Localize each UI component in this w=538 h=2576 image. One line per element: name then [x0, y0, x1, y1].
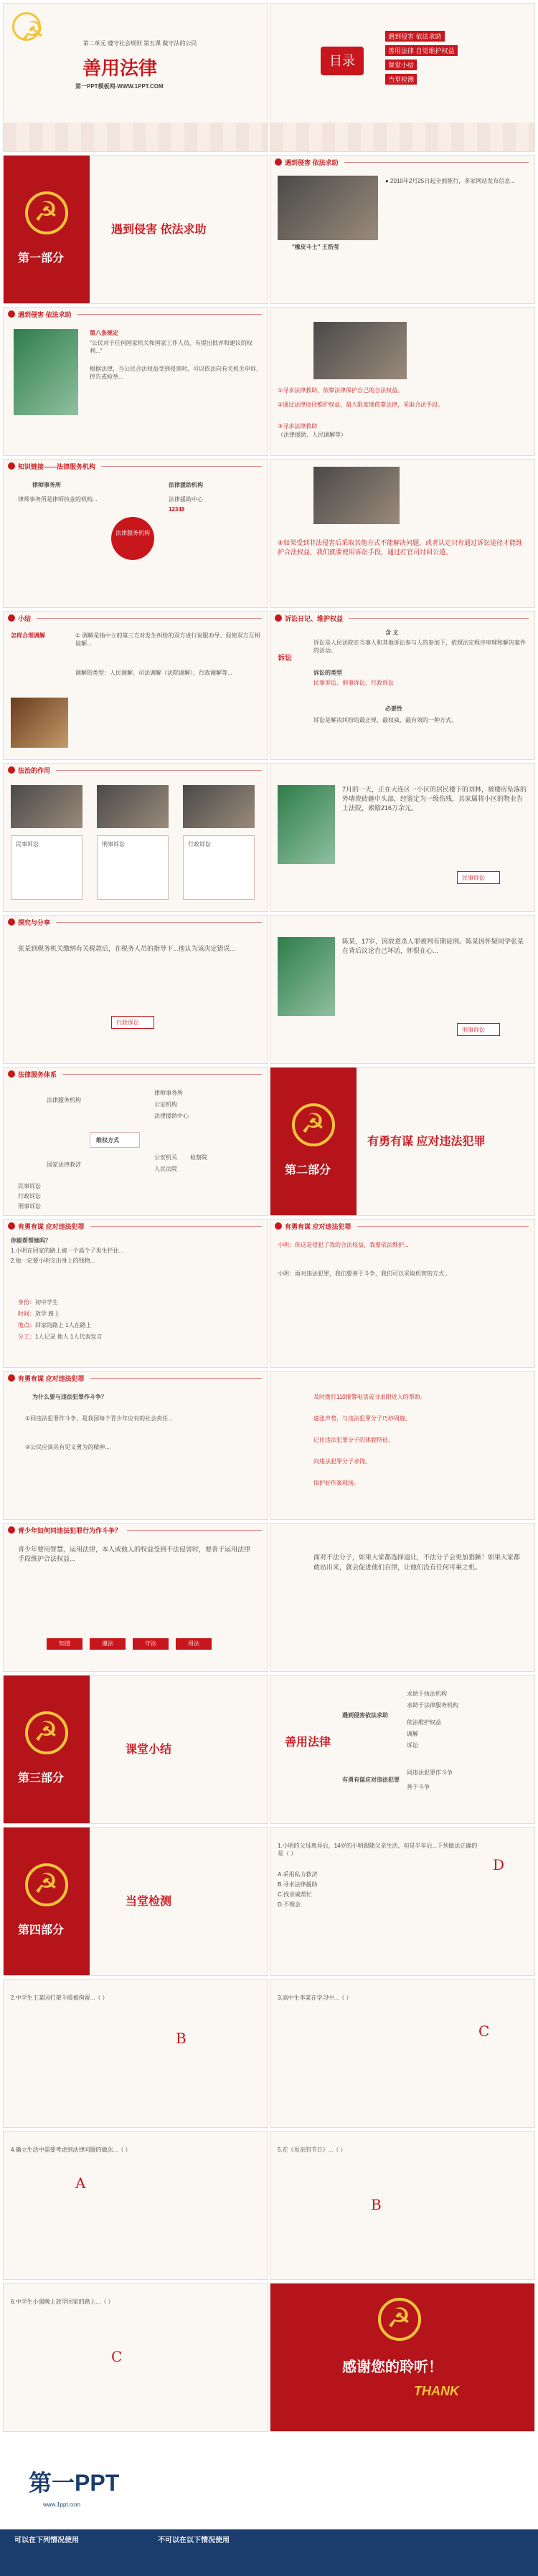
slide-header: 有勇有谋 应对违法犯罪	[270, 1220, 534, 1232]
slide-service-map[interactable]	[3, 1067, 268, 1216]
slide-summary[interactable]	[270, 1675, 535, 1824]
question-1: ①寻求法律救助，依靠法律保护自己的合法权益。	[278, 387, 404, 394]
cover-title: 善用法律	[82, 57, 158, 79]
toc-item-4[interactable]: 当堂检测	[385, 74, 417, 85]
tip-5: 保护好作案现场。	[313, 1480, 359, 1486]
chip: 用法	[176, 1638, 212, 1650]
slide-header: 小结	[4, 612, 268, 624]
test-answer: B	[176, 2030, 187, 2047]
slide-case-civil[interactable]	[270, 763, 535, 912]
guide-text: 青少年要用智慧，运用法律，本人或他人的权益受到不法侵害时，要善于运用法律手段维护合法权益...	[18, 1546, 251, 1562]
test-answer: D	[493, 1856, 505, 1873]
slide-test-5[interactable]	[270, 2131, 535, 2280]
map-node: 民事诉讼	[18, 1183, 41, 1189]
tip-4: 向违法犯罪分子求饶。	[313, 1458, 371, 1465]
slide-cover[interactable]	[3, 3, 268, 152]
law-label: 第八条规定	[90, 330, 118, 336]
slide-guide[interactable]	[3, 1523, 268, 1672]
type-title: 诉讼的类型	[313, 670, 342, 676]
org-left-label: 律师事务所	[32, 482, 61, 488]
test-q6: 6.中学生小强晚上放学回家的路上...（ ）	[11, 2299, 114, 2305]
book-image	[11, 698, 68, 748]
slide-questions[interactable]	[270, 307, 535, 456]
party-emblem-icon	[12, 12, 41, 41]
law-text-2: 根据法律，当公民合法权益受到侵害时，可以依法向有关机关申诉、控告或检举...	[90, 366, 262, 380]
case-tag: 行政诉讼	[111, 1016, 154, 1029]
mediation-text-2: 调解的类型：人民调解、司法调解（法院调解）、行政调解等...	[75, 670, 232, 676]
slide-mediation[interactable]	[3, 611, 268, 760]
slide-video[interactable]	[270, 155, 535, 304]
slide-lawsuit[interactable]	[270, 611, 535, 760]
map-node: 公安机关	[154, 1154, 177, 1161]
toc-item-2[interactable]: 善用法律 自觉维护权益	[385, 45, 458, 56]
test-q1-opt[interactable]: C.找亲戚帮忙	[278, 1891, 312, 1898]
why-question: 为什么要与违法犯罪作斗争？	[32, 1394, 107, 1400]
case-tag-2: 刑事诉讼	[457, 1023, 500, 1036]
thanks-title: 感谢您的聆听！	[342, 2359, 443, 2375]
part-label: 第二部分	[285, 1164, 331, 1177]
slide-header: 法律服务体系	[4, 1068, 268, 1080]
slide-header: 探究与分享	[4, 916, 268, 928]
question-3: ③寻求法律救助	[278, 423, 318, 429]
map-node: 刑事诉讼	[18, 1203, 41, 1209]
video-caption: "橡皮斗士" 王浩莹	[292, 244, 339, 250]
map-node: 检察院	[190, 1154, 207, 1161]
map-node: 国家法律救济	[47, 1161, 81, 1168]
party-emblem-icon	[292, 1103, 335, 1146]
meaning-title: 必要性	[385, 705, 402, 712]
video-thumbnail[interactable]	[313, 322, 407, 379]
test-q1-opt[interactable]: B.寻求法律援助	[278, 1881, 318, 1888]
org-note-2: 法律援助中心	[169, 496, 203, 503]
slide-part-3[interactable]	[3, 1675, 268, 1824]
case-story-2: 陈某，17岁，因故意杀人罪被判有期徒刑。陈某因怀疑同学张某在背后议论自己坏话，怀恨在心...	[342, 938, 524, 954]
summary-branch-1: 遇到侵害依法求助	[342, 1712, 388, 1719]
footer-url[interactable]: www.1ppt.com	[43, 2501, 81, 2508]
slide-thanks[interactable]	[270, 2283, 535, 2432]
def-text: 诉讼是人民法院在当事人和其他诉讼参与人的参加下，依照法定程序审理和解决案件的活动。	[313, 640, 526, 654]
tip-3: 记住违法犯罪分子的体貌特征。	[313, 1437, 394, 1443]
summary-leaf: 诉讼	[407, 1742, 418, 1749]
mediation-title: 怎样合理调解	[11, 632, 45, 639]
slide-part-4[interactable]	[3, 1827, 268, 1976]
book-image	[278, 937, 335, 1016]
slide-test-6[interactable]	[3, 2283, 268, 2432]
slide-header: 青少年如何同违法犯罪行为作斗争？	[4, 1524, 268, 1536]
thanks-sub: THANK	[414, 2384, 459, 2398]
test-q5: 5.在《母亲的节日》...（ ）	[278, 2147, 346, 2153]
summary-branch-2: 有勇有谋应对违法犯罪	[342, 1777, 400, 1783]
def-title: 含 义	[385, 629, 399, 636]
constitution-book-image	[14, 329, 78, 415]
party-emblem-icon	[25, 191, 68, 234]
summary-leaf: 依法维护权益	[407, 1719, 441, 1726]
slide-header: 诉讼日记、维护权益	[270, 612, 534, 624]
slide-law[interactable]	[3, 307, 268, 456]
hotline-number: 12348	[169, 506, 185, 513]
test-q2: 2.中学生王某因打架斗殴被拘留...（ ）	[11, 1995, 108, 2001]
test-q1-opt[interactable]: D.不理会	[278, 1901, 301, 1908]
slide-note[interactable]	[270, 1523, 535, 1672]
slide-orgs[interactable]	[3, 459, 268, 608]
news-text: ● 2010年2月25日起全面推行，多家网站发布信息...	[385, 178, 515, 184]
why-answer-1: ①同违法犯罪作斗争，是我国每个青少年应有的社会责任...	[25, 1415, 173, 1422]
lawsuit-title: 诉讼	[278, 655, 292, 662]
slide-header: 有勇有谋 应对违法犯罪	[4, 1220, 268, 1232]
summary-leaf: 求助于法律服务机构	[407, 1702, 458, 1708]
slide-why-fight[interactable]	[3, 1371, 268, 1520]
test-q1-opt[interactable]: A.采用私力救济	[278, 1871, 318, 1878]
case-tag: 民事诉讼	[457, 871, 500, 884]
slide-header: 遇到侵害 依法求助	[4, 308, 268, 320]
card-admin: 行政诉讼	[183, 835, 255, 900]
answer-1: 小明：你这是侵犯了我的合法权益，我要依法维护...	[278, 1242, 409, 1248]
type-text: 民事诉讼、刑事诉讼、行政诉讼	[313, 680, 394, 686]
great-wall-decoration	[4, 123, 268, 151]
summary-leaf: 求助于执法机构	[407, 1691, 447, 1697]
section-title: 课堂小结	[126, 1744, 172, 1756]
great-wall-decoration	[270, 123, 534, 151]
slide-case-criminal[interactable]	[270, 915, 535, 1064]
cover-unit: 第二单元 遵守社会规则 第五课 做守法的公民	[82, 40, 197, 47]
test-answer: C	[111, 2348, 123, 2365]
video-thumbnail[interactable]	[278, 176, 378, 240]
case-title: 你能帮帮她吗？	[11, 1237, 51, 1244]
footer-banner	[0, 2436, 538, 2576]
slide-answers[interactable]	[270, 1219, 535, 1368]
test-answer: A	[75, 2175, 86, 2192]
party-emblem-icon	[25, 1863, 68, 1906]
slide-tips[interactable]	[270, 1371, 535, 1520]
slide-test-4[interactable]	[3, 2131, 268, 2280]
why-answer-2: ②公民应该具有见义勇为的精神...	[25, 1444, 110, 1450]
part-label: 第四部分	[18, 1924, 65, 1936]
question-4: ④如果受到非法侵害后采取其他方式不能解决问题，或者认定只有通过诉讼途径才能维护合法权益，我们就要使用诉讼手段，通过打官司讨回公道。	[278, 539, 523, 556]
toc-item-1[interactable]: 遇到侵害 依法求助	[385, 31, 445, 42]
question-2: ②通过法律途径维护权益，最大限度地依靠法律，采取合法手段。	[278, 401, 444, 408]
card-civil: 民事诉讼	[11, 835, 82, 900]
slide-lawsuit-types[interactable]	[3, 763, 268, 912]
org-note-1: 律师事务所是律师执业的机构...	[18, 496, 98, 503]
book-image	[278, 785, 335, 864]
part-label: 第一部分	[18, 252, 65, 265]
map-node: 律师事务所	[154, 1090, 183, 1096]
toc-item-3[interactable]: 课堂小结	[385, 60, 417, 70]
slide-case-analysis[interactable]: 有勇有谋 应对违法犯罪 你能帮帮她吗？ 1.小明在回家的路上被一个高个子男生拦住... 2.他一定要小明交出身上的钱物... 身份：初中学生 时间：放学 路上 地点：回家的路上 1人在路上 分工：1人记录 他人 1人代表发言	[3, 1219, 268, 1368]
chip: 守法	[133, 1638, 169, 1650]
case-story: 7月的一天，正在大连区一小区的居民楼下的刘林，被楼房坠落的外墙瓷砖砸中头部，经鉴定为一级伤残，其家属将小区的物业告上法院，索赔216万余元。	[342, 786, 527, 812]
case-line-1: 1.小明在回家的路上被一个高个子男生拦住...	[11, 1247, 124, 1254]
court-photo	[11, 785, 82, 828]
slide-toc[interactable]	[270, 3, 535, 152]
map-node: 法律服务机构	[47, 1097, 81, 1103]
video-thumbnail[interactable]	[313, 467, 400, 524]
summary-leaf: 调解	[407, 1731, 418, 1737]
slide-header: 遇到侵害 依法求助	[270, 156, 534, 168]
map-node: 人民法院	[154, 1166, 177, 1172]
chip: 遵法	[90, 1638, 126, 1650]
org-right-label: 法律援助机构	[169, 482, 203, 488]
court-photo-2	[97, 785, 169, 828]
map-node: 公证机构	[154, 1101, 177, 1108]
case-line-2: 2.他一定要小明交出身上的钱物...	[11, 1258, 95, 1264]
meaning-text: 诉讼是解决纠纷的最正规、最权威、最有效的一种方式。	[313, 717, 457, 723]
guide-note: 面对不法分子，如果大家都选择退让，不法分子会更加猖獗！如果大家都敢站出来，就会促进他们自律，让他们没有任何可乘之机。	[313, 1554, 521, 1571]
footer-col1-title: 可以在下列情况使用	[14, 2537, 79, 2544]
answer-2: 小明：面对违法犯罪，我们要善于斗争，我们可以采取机智的方式...	[278, 1270, 449, 1277]
slide-part-2[interactable]	[270, 1067, 535, 1216]
chip: 知道	[47, 1638, 82, 1650]
section-title: 当堂检测	[126, 1896, 172, 1908]
court-photo-3	[183, 785, 255, 828]
map-node: 行政诉讼	[18, 1193, 41, 1199]
part-label: 第三部分	[18, 1772, 65, 1784]
slide-test-2[interactable]	[3, 1979, 268, 2128]
case-story: 张某到税务机关缴纳有关税款后，在税务人员的指导下...他认为该决定错误...	[18, 945, 236, 952]
test-q3: 3.高中生李某在学习中...（ ）	[278, 1995, 352, 2001]
slide-header: 知识链接——法律服务机构	[4, 460, 268, 472]
section-title: 有勇有谋 应对违法犯罪	[367, 1136, 486, 1148]
summary-leaf: 善于斗争	[407, 1784, 430, 1790]
tip-1: 及时拨打110报警电话或寻求附近人的帮助。	[313, 1394, 426, 1400]
toc-title: 目录	[321, 47, 364, 75]
slide-lawsuit-tip[interactable]	[270, 459, 535, 608]
map-center: 维权方式	[90, 1132, 140, 1148]
card-criminal: 刑事诉讼	[97, 835, 169, 900]
slide-header: 有勇有谋 应对违法犯罪	[4, 1372, 268, 1384]
section-title: 遇到侵害 依法求助	[111, 224, 207, 236]
footer-col2-title: 不可以在以下情况使用	[158, 2537, 230, 2544]
party-emblem-icon	[25, 1711, 68, 1754]
summary-root: 善用法律	[285, 1736, 331, 1749]
slide-header: 法治的作用	[4, 764, 268, 776]
question-3-note: （法律援助、人民调解等）	[278, 432, 346, 438]
slide-test-1[interactable]	[270, 1827, 535, 1976]
slide-case-admin[interactable]	[3, 915, 268, 1064]
summary-leaf: 同违法犯罪作斗争	[407, 1769, 453, 1776]
tip-2: 虚张声势，与违法犯罪分子巧妙周旋。	[313, 1415, 411, 1422]
map-node: 法律援助中心	[154, 1113, 189, 1119]
test-q1: 1.小明的父母离异后，14岁的小明跟随父亲生活，但是半年后...下列做法正确的是（ ）	[278, 1843, 478, 1857]
test-q4: 4.确立生活中需要考虑到法律问题的做法...（ ）	[11, 2147, 131, 2153]
cover-site: 第一PPT模板网-WWW.1PPT.COM	[75, 83, 164, 90]
footer-logo[interactable]: 第一PPT	[29, 2470, 120, 2496]
test-answer: B	[371, 2196, 382, 2213]
slide-test-3[interactable]	[270, 1979, 535, 2128]
test-answer: C	[478, 2023, 490, 2040]
mediation-text-1: ① 调解是指中立的第三方对发生纠纷的双方进行说服劝导、促使双方互相谅解...	[75, 632, 260, 647]
slide-part-1[interactable]	[3, 155, 268, 304]
law-text: "公民对于任何国家机关和国家工作人员，有提出批评和建议的权利..."	[90, 340, 253, 354]
party-emblem-icon	[378, 2298, 421, 2341]
org-center-node: 法律服务机构	[111, 517, 154, 560]
